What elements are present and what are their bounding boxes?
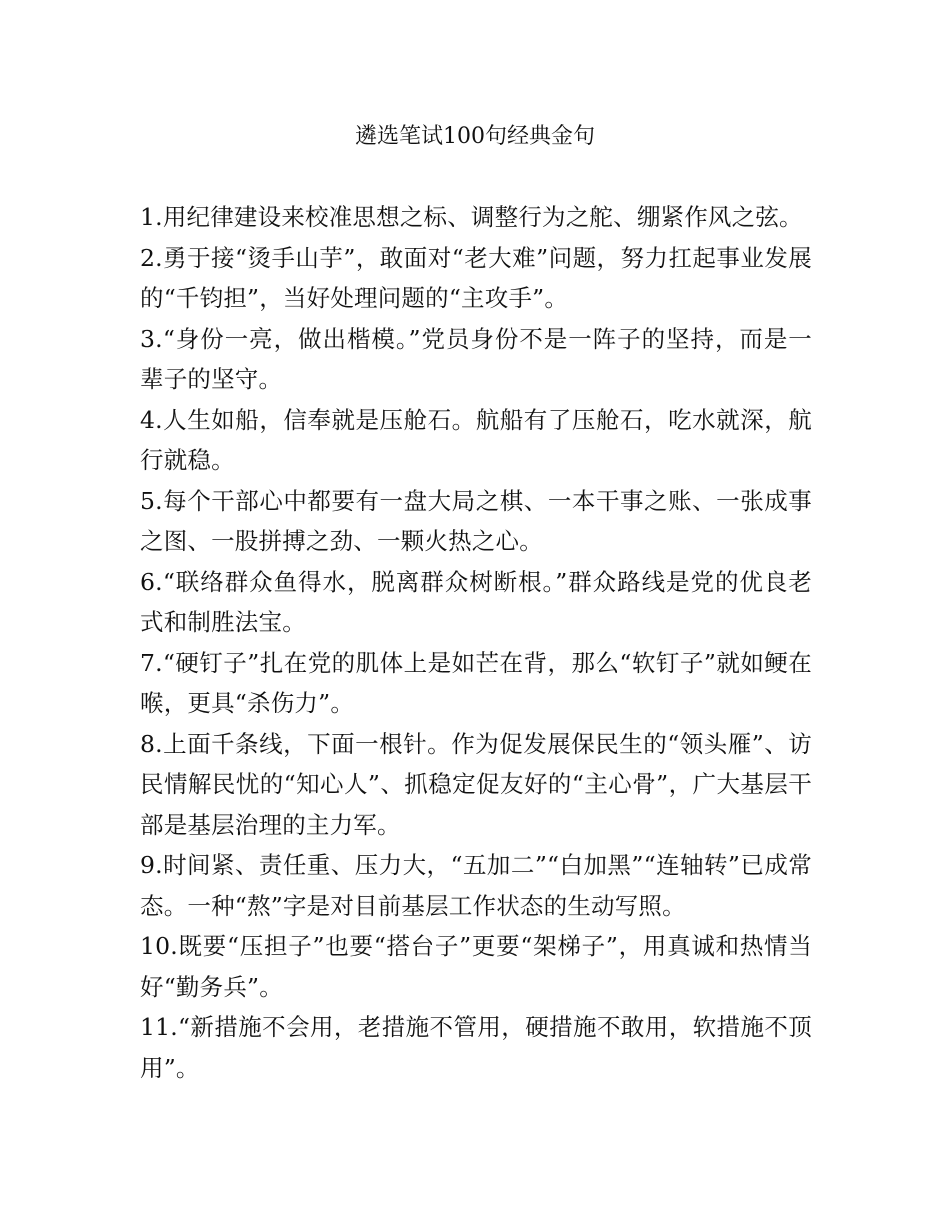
list-item-8: 8.上面千条线，下面一根针。作为促发展保民生的“领头雁”、访民情解民忧的“知心人”、抓稳定促友好的“主心骨”，广大基层干部是基层治理的主力军。: [140, 729, 812, 839]
list-item-6: 6.“联络群众鱼得水，脱离群众树断根。”群众路线是党的优良老式和制胜法宝。: [140, 567, 812, 636]
list-item-3: 3.“身份一亮，做出楷模。”党员身份不是一阵子的坚持，而是一辈子的坚守。: [140, 324, 812, 393]
list-item-4: 4.人生如船，信奉就是压舱石。航船有了压舱石，吃水就深，航行就稳。: [140, 405, 812, 474]
list-item-1: 1.用纪律建设来校准思想之标、调整行为之舵、绷紧作风之弦。: [140, 203, 803, 231]
document-title: 遴选笔试100句经典金句: [355, 124, 595, 149]
list-item-11: 11.“新措施不会用，老措施不管用，硬措施不敢用，软措施不顶用”。: [140, 1013, 812, 1082]
list-item-7: 7.“硬钉子”扎在党的肌体上是如芒在背，那么“软钉子”就如鲠在喉，更具“杀伤力”。: [140, 648, 812, 717]
list-item-10: 10.既要“压担子”也要“搭台子”更要“架梯子”，用真诚和热情当好“勤务兵”。: [140, 932, 812, 1001]
list-item-5: 5.每个干部心中都要有一盘大局之棋、一本干事之账、一张成事之图、一股拼搏之劲、一颗火热之心。: [140, 486, 812, 555]
list-item-9: 9.时间紧、责任重、压力大，“五加二”“白加黑”“连轴转”已成常态。一种“熬”字是对目前基层工作状态的生动写照。: [140, 851, 812, 920]
list-item-2: 2.勇于接“烫手山芋”，敢面对“老大难”问题，努力扛起事业发展的“千钧担”，当好处理问题的“主攻手”。: [140, 243, 812, 312]
document-body: [140, 197, 812, 1088]
